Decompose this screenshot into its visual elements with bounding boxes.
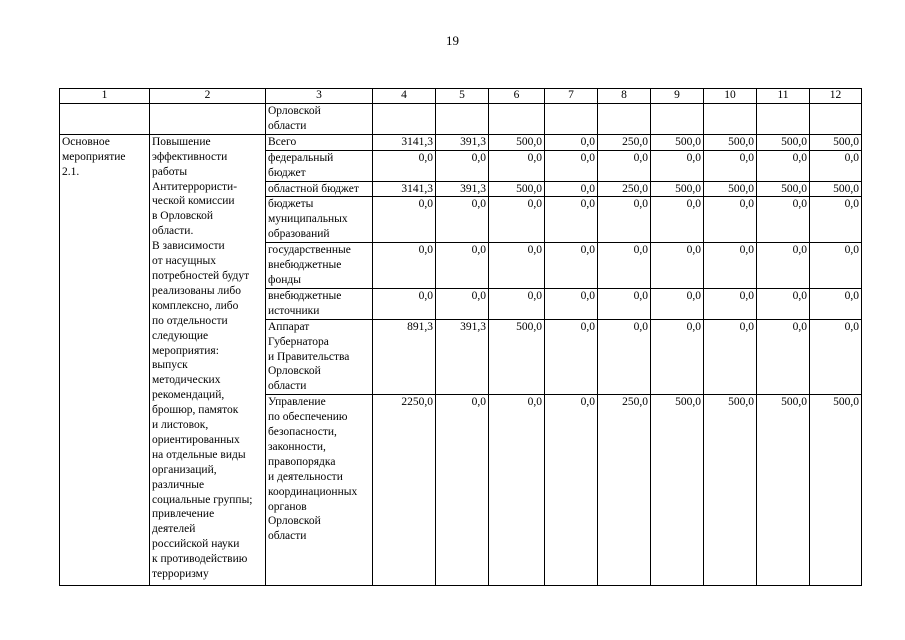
empty-cell (757, 104, 810, 135)
column-number-cell: 8 (598, 89, 651, 104)
value-cell: 0,0 (810, 150, 862, 181)
empty-cell (598, 104, 651, 135)
funding-source: государственные внебюджетные фонды (266, 243, 373, 289)
measure-code: Основное мероприятие 2.1. (60, 134, 150, 585)
empty-cell (150, 104, 266, 135)
page-number: 19 (446, 33, 459, 48)
source-cell: Орловской области (266, 104, 373, 135)
value-cell: 0,0 (704, 288, 757, 319)
value-cell: 500,0 (810, 181, 862, 197)
funding-source: Всего (266, 134, 373, 150)
value-cell: 500,0 (757, 395, 810, 586)
continuation-row (60, 104, 862, 135)
value-cell: 250,0 (598, 181, 651, 197)
value-cell: 0,0 (545, 395, 598, 586)
value-cell: 0,0 (651, 288, 704, 319)
value-cell: 0,0 (545, 150, 598, 181)
value-cell: 0,0 (436, 243, 489, 289)
empty-cell (545, 104, 598, 135)
column-number-cell: 9 (651, 89, 704, 104)
value-cell: 0,0 (757, 288, 810, 319)
value-cell: 0,0 (436, 197, 489, 243)
empty-cell (810, 104, 862, 135)
value-cell: 0,0 (598, 288, 651, 319)
value-cell: 0,0 (598, 243, 651, 289)
value-cell: 0,0 (489, 197, 545, 243)
value-cell: 0,0 (436, 288, 489, 319)
value-cell: 0,0 (651, 243, 704, 289)
value-cell: 3141,3 (373, 181, 436, 197)
value-cell: 0,0 (598, 197, 651, 243)
column-number-row (60, 89, 862, 104)
value-cell: 891,3 (373, 319, 436, 395)
value-cell: 0,0 (757, 197, 810, 243)
column-number-cell: 4 (373, 89, 436, 104)
value-cell: 391,3 (436, 181, 489, 197)
value-cell: 0,0 (651, 150, 704, 181)
value-cell: 500,0 (704, 181, 757, 197)
value-cell: 500,0 (489, 134, 545, 150)
value-cell: 500,0 (810, 134, 862, 150)
value-cell: 500,0 (489, 181, 545, 197)
table-row (60, 134, 862, 150)
value-cell: 500,0 (489, 319, 545, 395)
value-cell: 2250,0 (373, 395, 436, 586)
value-cell: 500,0 (651, 395, 704, 586)
value-cell: 0,0 (651, 319, 704, 395)
funding-source: федеральный бюджет (266, 150, 373, 181)
value-cell: 0,0 (436, 150, 489, 181)
value-cell: 500,0 (704, 395, 757, 586)
value-cell: 0,0 (489, 150, 545, 181)
value-cell: 391,3 (436, 319, 489, 395)
funding-source: бюджеты муниципальных образований (266, 197, 373, 243)
value-cell: 0,0 (704, 243, 757, 289)
value-cell: 0,0 (489, 395, 545, 586)
column-number-cell: 6 (489, 89, 545, 104)
value-cell: 0,0 (810, 243, 862, 289)
value-cell: 0,0 (704, 150, 757, 181)
funding-source: областной бюджет (266, 181, 373, 197)
value-cell: 0,0 (373, 243, 436, 289)
funding-source: Аппарат Губернатора и Правительства Орловской области (266, 319, 373, 395)
value-cell: 500,0 (651, 134, 704, 150)
value-cell: 0,0 (436, 395, 489, 586)
budget-table (59, 88, 862, 586)
column-number-cell: 2 (150, 89, 266, 104)
column-number-cell: 7 (545, 89, 598, 104)
value-cell: 0,0 (545, 181, 598, 197)
value-cell: 0,0 (704, 197, 757, 243)
value-cell: 0,0 (545, 134, 598, 150)
value-cell: 0,0 (757, 319, 810, 395)
measure-description: Повышение эффективности работы Антитеррористи- ческой комиссии в Орловской области. В зависимости от насущных потребностей будут реализованы либо комплексно, либо по отдельности следующие мероприятия: выпуск методических рекомендаций, брошюр, памяток и листовок, ориентированных на отдельные виды организаций, различные социальные группы; привлечение деятелей российской науки к противодействию терроризму (150, 134, 266, 585)
value-cell: 0,0 (373, 150, 436, 181)
value-cell: 0,0 (810, 288, 862, 319)
empty-cell (489, 104, 545, 135)
value-cell: 0,0 (757, 243, 810, 289)
value-cell: 0,0 (810, 197, 862, 243)
value-cell: 500,0 (810, 395, 862, 586)
column-number-cell: 1 (60, 89, 150, 104)
funding-source: Управление по обеспечению безопасности, законности, правопорядка и деятельности координационных органов Орловской области (266, 395, 373, 586)
value-cell: 500,0 (757, 134, 810, 150)
value-cell: 0,0 (489, 243, 545, 289)
value-cell: 0,0 (651, 197, 704, 243)
value-cell: 0,0 (598, 150, 651, 181)
value-cell: 0,0 (757, 150, 810, 181)
value-cell: 250,0 (598, 395, 651, 586)
empty-cell (651, 104, 704, 135)
value-cell: 500,0 (704, 134, 757, 150)
value-cell: 250,0 (598, 134, 651, 150)
funding-source: внебюджетные источники (266, 288, 373, 319)
column-number-cell: 12 (810, 89, 862, 104)
value-cell: 0,0 (373, 288, 436, 319)
column-number-cell: 3 (266, 89, 373, 104)
value-cell: 0,0 (545, 197, 598, 243)
value-cell: 0,0 (489, 288, 545, 319)
column-number-cell: 10 (704, 89, 757, 104)
empty-cell (704, 104, 757, 135)
value-cell: 0,0 (810, 319, 862, 395)
value-cell: 500,0 (757, 181, 810, 197)
value-cell: 500,0 (651, 181, 704, 197)
value-cell: 0,0 (545, 319, 598, 395)
value-cell: 0,0 (545, 288, 598, 319)
empty-cell (60, 104, 150, 135)
empty-cell (373, 104, 436, 135)
value-cell: 0,0 (545, 243, 598, 289)
column-number-cell: 11 (757, 89, 810, 104)
empty-cell (436, 104, 489, 135)
value-cell: 0,0 (598, 319, 651, 395)
value-cell: 391,3 (436, 134, 489, 150)
value-cell: 3141,3 (373, 134, 436, 150)
column-number-cell: 5 (436, 89, 489, 104)
value-cell: 0,0 (373, 197, 436, 243)
value-cell: 0,0 (704, 319, 757, 395)
